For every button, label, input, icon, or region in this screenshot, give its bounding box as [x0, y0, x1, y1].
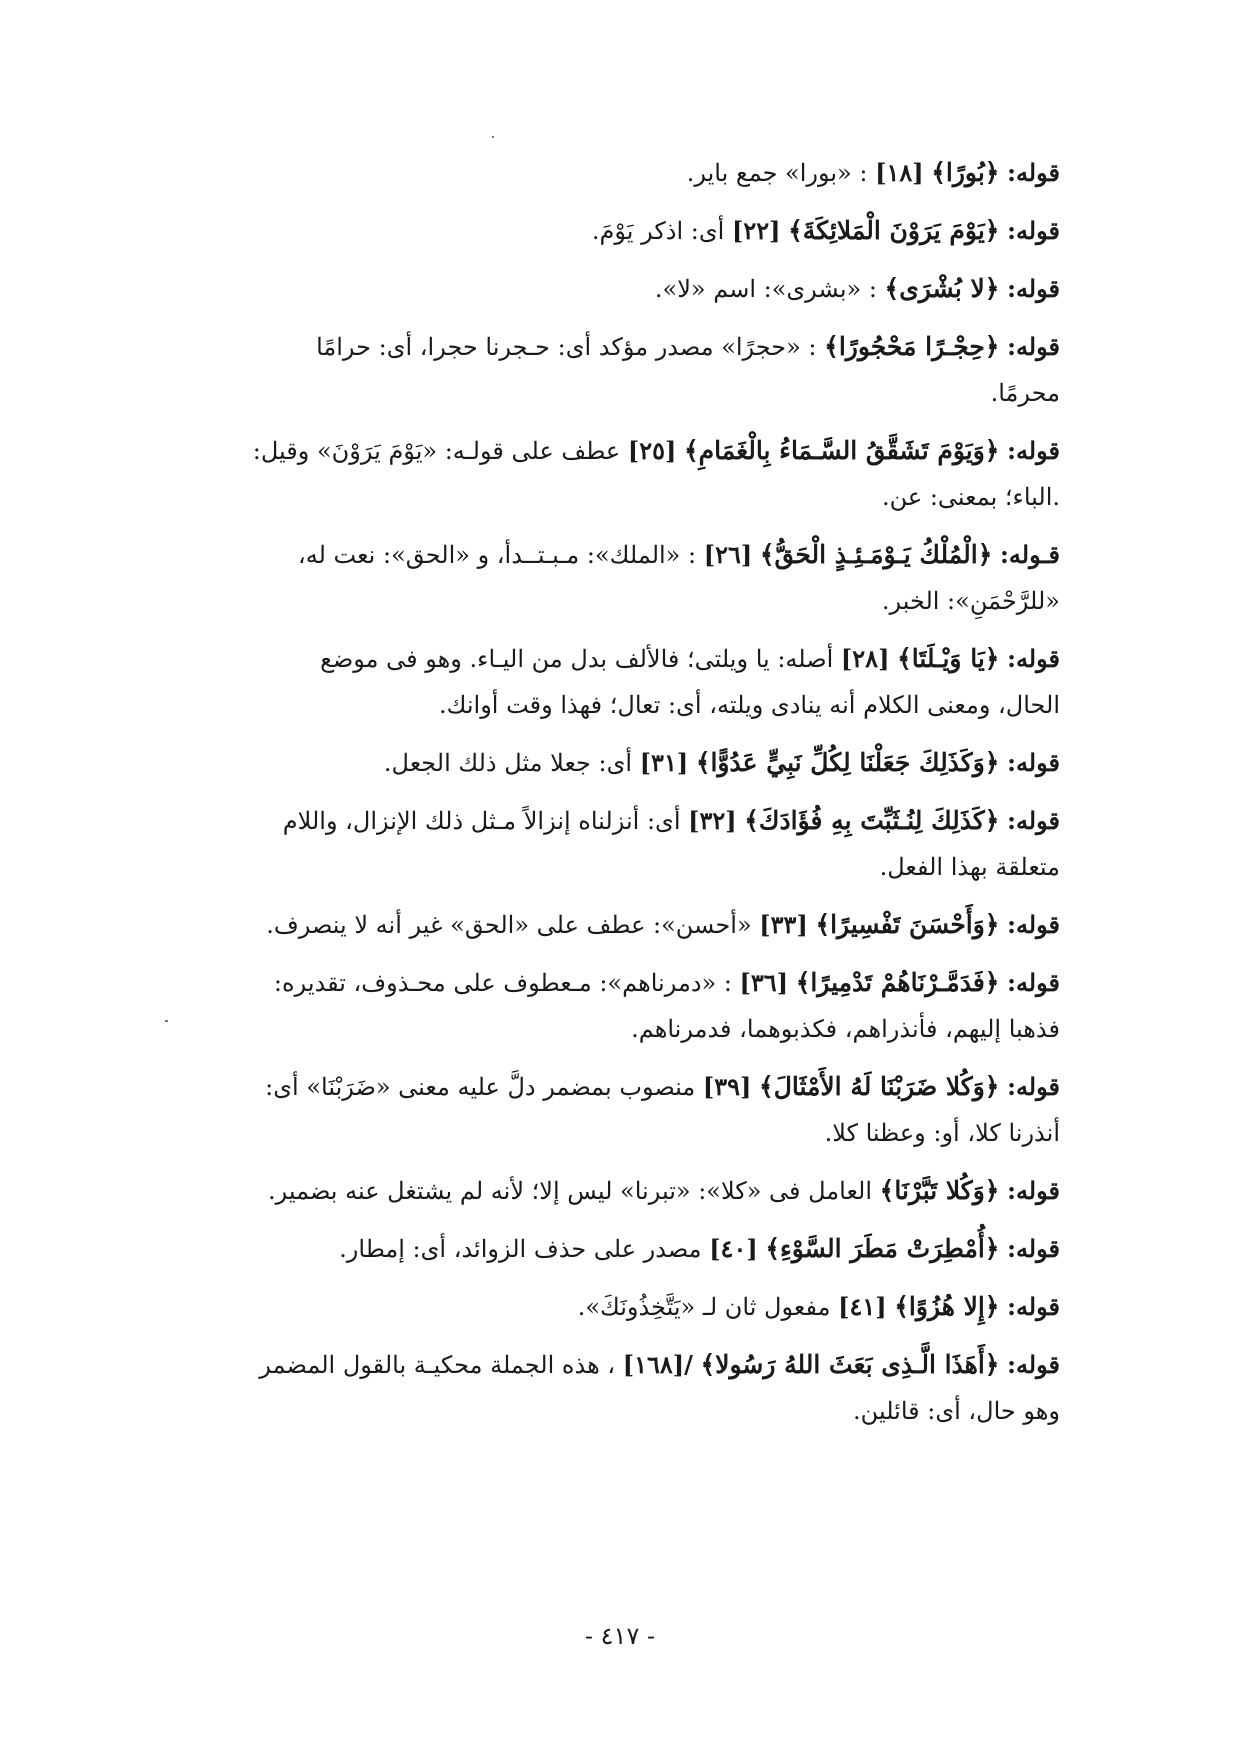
entry-text: أى: اذكر يَوْمَ. [591, 217, 725, 245]
verse-ref: [٢٨] [840, 644, 890, 673]
entry-8 [205, 740, 1060, 786]
entry-3 [205, 266, 1060, 312]
quran-quote: ﴿كَذَلِكَ لِنُـثَبِّتَ بِهِ فُؤَادَكَ﴾ [744, 806, 1000, 835]
entry-text-continued: متعلقة بهذا الفعل. [879, 853, 1060, 881]
entry-text-continued: أنذرنا كلا، أو: وعظنا كلا. [824, 1119, 1060, 1147]
entry-12 [205, 1064, 1060, 1156]
quran-quote: ﴿حِجْـرًا مَحْجُورًا﴾ [824, 332, 1000, 361]
entry-label: قوله: [1007, 748, 1060, 777]
entry-label: قوله: [1007, 968, 1060, 997]
entry-text: العامل فى «كلا»: «تبرنا» ليس إلا؛ لأنه لم يشتغل عنه بضمير. [267, 1177, 873, 1205]
scan-dot [165, 1020, 168, 1022]
entry-11 [205, 960, 1060, 1052]
quran-quote: ﴿فَدَمَّـرْنَاهُمْ تَدْمِيرًا﴾ [795, 968, 1000, 997]
entry-label: قوله: [1007, 1292, 1060, 1321]
entry-text: : «بشرى»: اسم «لا». [654, 275, 877, 303]
entry-label: قوله: [1007, 332, 1060, 361]
entry-15 [205, 1284, 1060, 1330]
quran-quote: ﴿وَكَذَلِكَ جَعَلْنَا لِكُلِّ نَبِيٍّ عَدُوًّا﴾ [695, 748, 1000, 777]
entry-4 [205, 324, 1060, 416]
entry-text-continued: وهو حال، أى: قائلين. [853, 1397, 1060, 1425]
entry-6 [205, 532, 1060, 624]
entry-text: أصله: يا ويلتى؛ فالألف بدل من اليـاء. وهو فى موضع [320, 645, 834, 673]
entry-text: : «دمرناهم»: مـعطوف على محـذوف، تقديره: [273, 969, 732, 997]
entry-text-continued: فذهبا إليهم، فأنذراهم، فكذبوهما، فدمرناهم. [631, 1015, 1060, 1043]
entry-label: قوله: [1007, 806, 1060, 835]
entry-label: قوله: [1007, 436, 1060, 465]
entry-label: قوله: [1007, 1234, 1060, 1263]
quran-quote: ﴿الْمُلْكُ يَـوْمَـئِـذٍ الْحَقُّ﴾ [759, 540, 993, 569]
entry-text: «أحسن»: عطف على «الحق» غير أنه لا ينصرف. [266, 911, 752, 939]
entry-text: أى: جعلا مثل ذلك الجعل. [383, 749, 633, 777]
quran-quote: ﴿وَكُلا تَبَّرْنَا﴾ [879, 1176, 1000, 1205]
entry-label: قوله: [1007, 274, 1060, 303]
entry-text: : «بورا» جمع باير. [686, 159, 868, 187]
entry-5 [205, 428, 1060, 520]
verse-ref: [٣٦] [739, 968, 789, 997]
entry-label: قوله: [1007, 644, 1060, 673]
verse-ref: /[١٦٨] [622, 1350, 693, 1379]
scan-dot [492, 136, 494, 138]
quran-quote: ﴿يَا وَيْـلَتَا﴾ [897, 644, 1000, 673]
entry-7 [205, 636, 1060, 728]
verse-ref: [١٨] [875, 158, 924, 187]
quran-quote: ﴿لا بُشْرَى﴾ [884, 274, 1000, 303]
entry-label: قوله: [1007, 1072, 1060, 1101]
verse-ref: [٢٢] [731, 216, 781, 245]
entry-text: : «الملك»: مـبـتــدأ، و «الحق»: نعت له، [297, 541, 697, 569]
entry-text-continued: محرمًا. [990, 379, 1060, 407]
verse-ref: [٣٣] [759, 910, 808, 939]
quran-quote: ﴿أُمْطِرَتْ مَطَرَ السَّوْءِ﴾ [765, 1234, 1000, 1263]
entry-2 [205, 208, 1060, 254]
entry-label: قـوله: [1000, 540, 1060, 569]
quran-quote: ﴿يَوْمَ يَرَوْنَ الْمَلائِكَةَ﴾ [788, 216, 1000, 245]
verse-ref: [٣٢] [688, 806, 737, 835]
entry-1 [205, 150, 1060, 196]
entry-text-continued: «للرَّحْمَنِ»: الخبر. [881, 587, 1060, 615]
entry-text: ، هذه الجملة محكيـة بالقول المضمر [259, 1351, 616, 1379]
entry-label: قوله: [1007, 1176, 1060, 1205]
quran-quote: ﴿وَكُلا ضَرَبْنَا لَهُ الأَمْثَالَ﴾ [759, 1072, 1000, 1101]
quran-quote: ﴿بُورًا﴾ [931, 158, 1000, 187]
entry-text: : «حجرًا» مصدر مؤكد أى: حـجرنا حجرا، أى: حرامًا [316, 333, 817, 361]
entry-label: قوله: [1007, 1350, 1060, 1379]
entry-text: عطف على قولـه: «يَوْمَ يَرَوْنَ» وقيل: [252, 437, 621, 465]
document-body [205, 150, 1060, 1446]
quran-quote: ﴿وَأَحْسَنَ تَفْسِيرًا﴾ [815, 910, 1000, 939]
entry-9 [205, 798, 1060, 890]
entry-text: مفعول ثان لـ «يَتَّخِذُونَكَ». [577, 1293, 831, 1321]
entry-text-continued: .الباء؛ بمعنى: عن. [881, 483, 1060, 511]
entry-text: مصدر على حذف الزوائد، أى: إمطار. [339, 1235, 702, 1263]
entry-text: منصوب بمضمر دلَّ عليه معنى «ضَرَبْنَا» أى: [265, 1073, 696, 1101]
entry-label: قوله: [1007, 910, 1060, 939]
verse-ref: [٤٠] [709, 1234, 758, 1263]
verse-ref: [٣١] [639, 748, 689, 777]
entry-text-continued: الحال، ومعنى الكلام أنه ينادى ويلته، أى: تعال؛ فهذا وقت أوانك. [439, 691, 1060, 719]
quran-quote: ﴿إِلا هُزُوًا﴾ [894, 1292, 1000, 1321]
entry-13 [205, 1168, 1060, 1214]
entry-16 [205, 1342, 1060, 1434]
quran-quote: ﴿أَهَذَا الَّـذِى بَعَثَ اللهُ رَسُولا﴾ [700, 1350, 1000, 1379]
entry-14 [205, 1226, 1060, 1272]
page-number: - ٤١٧ - [584, 1622, 656, 1650]
verse-ref: [٣٩] [702, 1072, 752, 1101]
verse-ref: [٢٥] [627, 436, 677, 465]
verse-ref: [٢٦] [703, 540, 753, 569]
quran-quote: ﴿وَيَوْمَ تَشَقَّقُ السَّـمَاءُ بِالْغَمَامِ﴾ [684, 436, 1000, 465]
entry-label: قوله: [1007, 158, 1060, 187]
entry-10 [205, 902, 1060, 948]
verse-ref: [٤١] [838, 1292, 887, 1321]
entry-text: أى: أنزلناه إنزالاً مـثل ذلك الإنزال، واللام [282, 807, 681, 835]
entry-label: قوله: [1007, 216, 1060, 245]
